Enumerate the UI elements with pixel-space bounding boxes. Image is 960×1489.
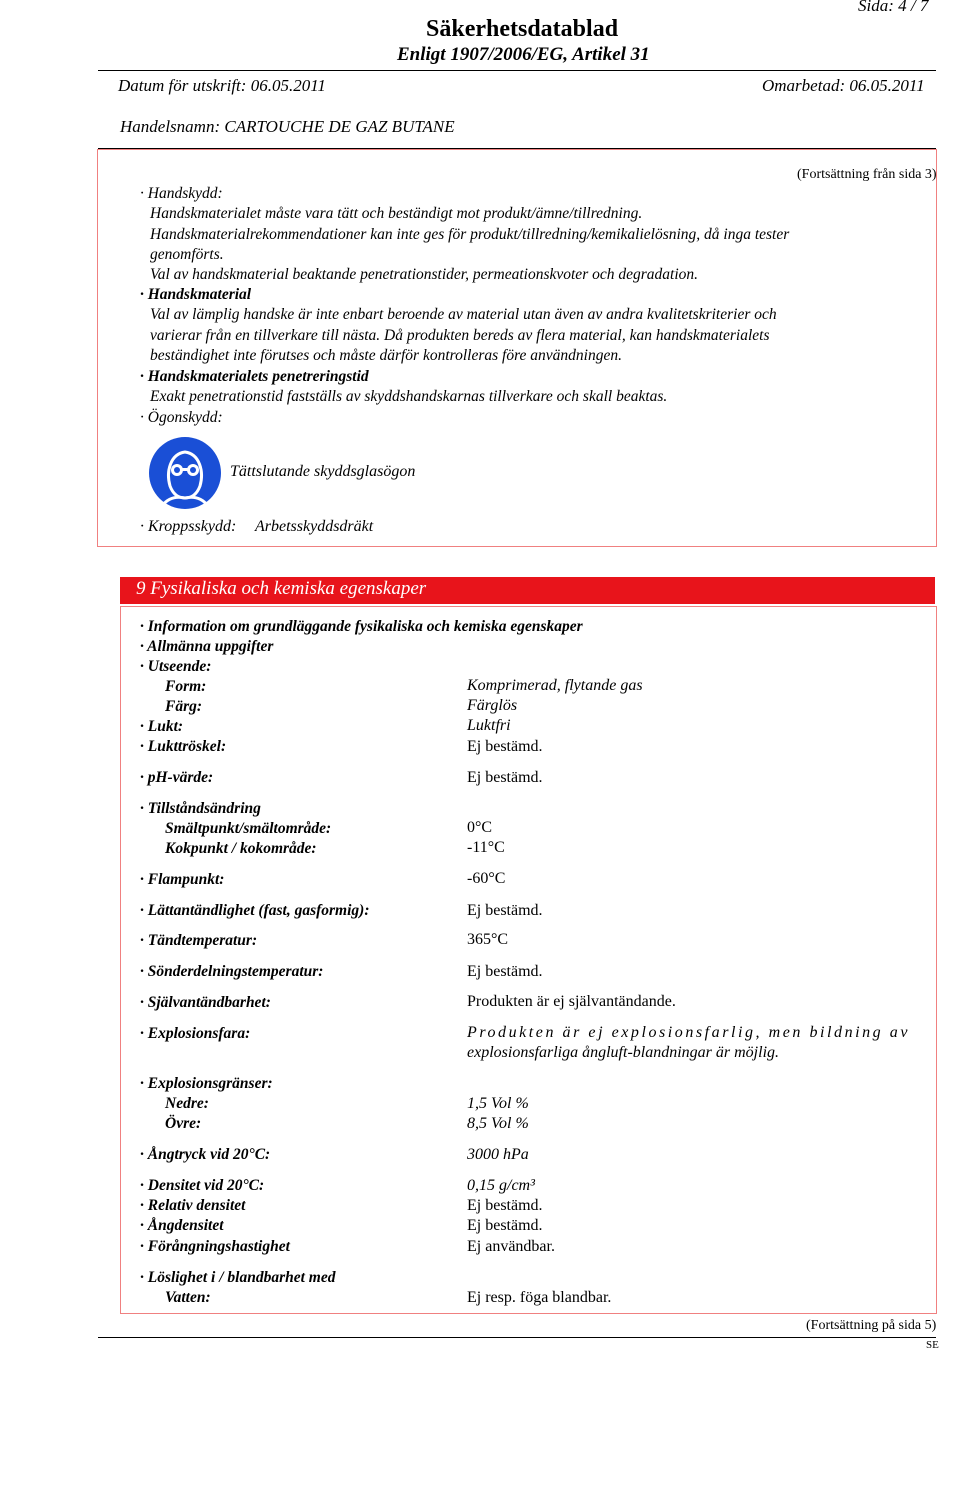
property-value: Komprimerad, flytande gas [467,677,643,694]
eye-protection-text: Tättslutande skyddsglasögon [230,463,416,480]
info-heading: · Information om grundläggande fysikaliska och kemiska egenskaper [140,618,583,635]
property-label: · Tillståndsändring [140,800,261,817]
language-code: SE [926,1339,939,1351]
glove-material-label: · Handskmaterial [140,286,252,303]
property-label: Kokpunkt / kokområde: [165,840,317,857]
property-label: · Sönderdelningstemperatur: [140,963,324,980]
general-heading: · Allmänna uppgifter [140,638,274,655]
property-value: 3000 hPa [467,1146,529,1163]
property-label: Färg: [165,698,203,715]
document-subtitle: Enligt 1907/2006/EG, Artikel 31 [397,44,650,65]
property-value: Ej bestämd. [467,769,543,786]
property-value: Ej bestämd. [467,1217,543,1234]
property-label: · Lukt: [140,718,184,735]
page-number: Sida: 4 / 7 [858,0,929,15]
explosion-hazard-line-2: explosionsfarliga ångluft-blandningar är möjlig. [467,1044,780,1061]
glove-material-line-3: beständighet inte förutses och måste därför kontrolleras före användningen. [150,347,622,364]
property-value: Ej bestämd. [467,902,543,919]
property-label: · Relativ densitet [140,1197,246,1214]
property-value: 0°C [467,819,493,836]
property-value: -60°C [467,870,506,887]
property-label: · Tändtemperatur: [140,932,258,949]
footer-rule [98,1337,936,1338]
property-label: · Densitet vid 20°C: [140,1177,265,1194]
property-value: 365°C [467,931,509,948]
hand-line-3: genomförts. [150,246,224,263]
glove-material-line-2: varierar från en tillverkare till nästa. Då produkten bereds av flera material, kan handskmaterialets [150,327,770,344]
property-value: 1,5 Vol % [467,1095,529,1112]
property-value: Ej bestämd. [467,1197,543,1214]
property-label: · pH-värde: [140,769,214,786]
document-title: Säkerhetsdatablad [426,16,619,42]
property-label: · Lättantändlighet (fast, gasformig): [140,902,370,919]
property-label: Nedre: [165,1095,209,1112]
print-date: Datum för utskrift: 06.05.2011 [118,76,326,95]
property-label: · Förångningshastighet [140,1238,290,1255]
trade-name: Handelsnamn: CARTOUCHE DE GAZ BUTANE [120,117,455,136]
hand-protection-label: · Handskydd: [140,185,223,202]
header-rule [98,70,936,71]
property-label: Övre: [165,1115,202,1132]
hand-line-1: Handskmaterialet måste vara tätt och beständigt mot produkt/ämne/tillredning. [150,205,643,222]
property-label: Form: [165,678,207,695]
property-label: Smältpunkt/smältområde: [165,820,332,837]
property-value: Ej resp. föga blandbar. [467,1289,612,1306]
property-value: 8,5 Vol % [467,1115,529,1132]
property-value: Ej bestämd. [467,963,543,980]
glove-material-line-1: Val av lämplig handske är inte enbart beroende av material utan även av andra kvalitetskriterier och [150,306,777,323]
continued-from: (Fortsättning från sida 3) [797,167,937,182]
property-label: · Explosionsgränser: [140,1075,273,1092]
revised-date: Omarbetad: 06.05.2011 [762,76,925,95]
body-protection-label: · Kroppsskydd: [140,518,237,535]
property-value: Färglös [467,697,518,714]
penetration-text: Exakt penetrationstid fastställs av skyddshandskarnas tillverkare och skall beaktas. [150,388,668,405]
property-label: · Löslighet i / blandbarhet med [140,1269,336,1286]
hand-line-4: Val av handskmaterial beaktande penetrationstider, permeationskvoter och degradation. [150,266,699,283]
appearance-heading: · Utseende: [140,658,212,675]
continued-to: (Fortsättning på sida 5) [806,1318,937,1333]
goggles-mandatory-icon [148,436,222,510]
hand-line-2: Handskmaterialrekommendationer kan inte ges för produkt/tillredning/kemikalielösning, då inga tester [150,226,790,243]
explosion-hazard-line-1: Produkten är ej explosionsfarlig, men bildning av [467,1024,910,1041]
property-label: · Ångdensitet [140,1217,224,1234]
property-value: Ej bestämd. [467,738,543,755]
property-value: Produkten är ej självantändande. [467,993,676,1010]
property-label: · Ångtryck vid 20°C: [140,1146,271,1163]
property-value: 0,15 g/cm³ [467,1177,535,1194]
eye-protection-label: · Ögonskydd: [140,409,223,426]
property-value: -11°C [467,839,505,856]
section9-title: 9 Fysikaliska och kemiska egenskaper [136,578,427,599]
explosion-hazard-label: · Explosionsfara: [140,1025,251,1042]
body-protection-text: Arbetsskyddsdräkt [255,518,374,535]
penetration-label: · Handskmaterialets penetreringstid [140,368,369,385]
property-label: Vatten: [165,1289,211,1306]
property-value: Luktfri [467,717,511,734]
property-value: Ej användbar. [467,1238,555,1255]
property-label: · Flampunkt: [140,871,225,888]
property-label: · Självantändbarhet: [140,994,271,1011]
property-label: · Lukttröskel: [140,738,227,755]
